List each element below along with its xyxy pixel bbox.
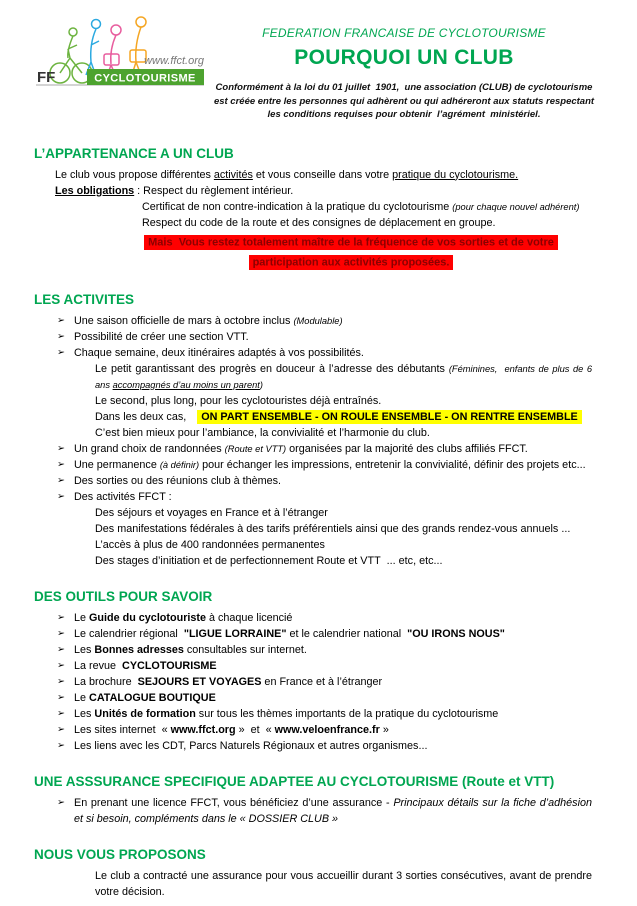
arrow-bullet-icon: ➢	[57, 330, 65, 342]
text-segment: Des stages d’initiation et de perfectionnement Route et VTT ... etc, etc...	[95, 554, 443, 567]
intro-line: les conditions requises pour obtenir l’agrément ministériel.	[267, 109, 541, 120]
arrow-bullet-icon: ➢	[57, 659, 65, 671]
text-segment: Des séjours et voyages en France et à l’étranger	[95, 506, 328, 519]
ffct-logo	[34, 12, 209, 122]
website-url-text: www.ffct.org	[170, 723, 236, 736]
text-segment: Des activités FFCT :	[74, 490, 172, 503]
underlined-term: pratique du cyclotourisme.	[392, 168, 519, 181]
text-segment: consultables sur internet.	[183, 643, 307, 656]
sub-paragraph	[95, 537, 592, 553]
arrow-bullet-icon: ➢	[57, 490, 65, 502]
bullet-item	[34, 610, 592, 626]
italic-note: (Route et VTT)	[224, 443, 287, 454]
red-banner	[122, 233, 580, 272]
text-segment: Une saison officielle de mars à octobre inclus	[74, 314, 294, 327]
text-segment: Les	[74, 707, 95, 720]
bold-term: CYCLOTOURISME	[122, 659, 217, 672]
bold-term: Bonnes adresses	[94, 643, 184, 656]
section-heading-assurance: UNE ASSSURANCE SPECIFIQUE ADAPTEE AU CYCLOTOURISME (Route et VTT)	[34, 773, 555, 789]
section-heading-activites: LES ACTIVITES	[34, 291, 135, 307]
federation-name: FEDERATION FRANCAISE DE CYCLOTOURISME	[262, 26, 546, 40]
sub-paragraph	[95, 553, 592, 569]
arrow-bullet-icon: ➢	[57, 796, 65, 808]
bullet-item	[34, 441, 592, 457]
sub-paragraph	[95, 521, 592, 537]
italic-note: Principaux détails sur la fiche d’adhésion et si besoin, compléments dans le « DOSSIER CLUB »	[74, 796, 592, 825]
text-segment: Certificat de non contre-indication à la pratique du cyclotourisme	[142, 200, 453, 213]
arrow-bullet-icon: ➢	[57, 675, 65, 687]
document-body	[0, 146, 637, 900]
bold-term: CATALOGUE BOUTIQUE	[89, 691, 216, 704]
text-segment: Le petit garantissant des progrès en douceur à l’adresse des débutants	[95, 362, 449, 375]
arrow-bullet-icon: ➢	[57, 627, 65, 639]
header	[0, 0, 637, 122]
italic-underlined-note: accompagnés d’au moins un parent	[112, 379, 260, 390]
bullet-item	[34, 626, 592, 642]
text-segment: Possibilité de créer une section VTT.	[74, 330, 249, 343]
website-url-text: www.veloenfrance.fr	[274, 723, 380, 736]
text-segment: »	[379, 723, 389, 736]
arrow-bullet-icon: ➢	[57, 442, 65, 454]
sub-paragraph	[95, 868, 592, 900]
arrow-bullet-icon: ➢	[57, 474, 65, 486]
intro-text	[209, 81, 599, 122]
text-segment: Les liens avec les CDT, Parcs Naturels Régionaux et autres organismes...	[74, 739, 428, 752]
text-segment: Les	[74, 643, 95, 656]
text-segment: Chaque semaine, deux itinéraires adaptés à vos possibilités.	[74, 346, 364, 359]
text-segment: pour échanger les impressions, entretenir la convivialité, définir des projets etc...	[199, 458, 586, 471]
text-segment: La revue	[74, 659, 123, 672]
logo-ff-text: FF	[37, 69, 56, 86]
bullet-item	[34, 489, 592, 505]
bullet-item	[34, 473, 592, 489]
paragraph	[55, 183, 592, 199]
sub-paragraph	[95, 361, 592, 393]
bullet-item	[34, 658, 592, 674]
text-segment: Le	[74, 611, 90, 624]
header-titles	[209, 12, 599, 122]
text-segment: L’accès à plus de 400 randonnées permanentes	[95, 538, 325, 551]
arrow-bullet-icon: ➢	[57, 739, 65, 751]
text-segment: Le second, plus long, pour les cyclotouristes déjà entraînés.	[95, 394, 382, 407]
italic-note: (Féminines, enfants de plus de 6 ans	[95, 363, 592, 390]
text-segment: Le club vous propose différentes	[55, 168, 214, 181]
section-heading-proposons: NOUS VOUS PROPOSONS	[34, 846, 206, 862]
page-title: POURQUOI UN CLUB	[294, 46, 514, 69]
arrow-bullet-icon: ➢	[57, 691, 65, 703]
bullet-item	[34, 345, 592, 361]
blue-cyclist-sketch	[86, 20, 101, 77]
bullet-item	[34, 329, 592, 345]
text-segment: et vous conseille dans votre	[252, 168, 393, 181]
logo-url-text: www.ffct.org	[144, 55, 204, 67]
text-segment: Dans les deux cas,	[95, 410, 187, 423]
bold-term: Unités de formation	[94, 707, 196, 720]
bullet-item	[34, 722, 592, 738]
section-heading-outils: DES OUTILS POUR SAVOIR	[34, 588, 213, 604]
sub-paragraph	[95, 505, 592, 521]
bullet-item	[34, 674, 592, 690]
text-segment: Respect du code de la route et des consignes de déplacement en groupe.	[142, 216, 496, 229]
arrow-bullet-icon: ➢	[57, 346, 65, 358]
text-segment: organisées par la majorité des clubs affiliés FFCT.	[286, 442, 528, 455]
yellow-highlight: ON PART ENSEMBLE - ON ROULE ENSEMBLE - ON RENTRE ENSEMBLE	[197, 410, 582, 424]
red-banner-text: Mais Vous restez totalement maître de la fréquence de vos sorties et de votre participation aux activités proposées.	[144, 235, 558, 270]
sub-paragraph	[95, 409, 592, 425]
paragraph	[142, 215, 592, 231]
text-segment: Le calendrier régional	[74, 627, 184, 640]
logo-brand-text: CYCLOTOURISME	[94, 72, 196, 85]
bold-underlined-term: Les obligations	[55, 184, 135, 197]
text-segment: et le calendrier national	[286, 627, 408, 640]
paragraph	[142, 199, 592, 215]
text-segment: en France et à l’étranger	[261, 675, 383, 688]
italic-note: )	[259, 379, 263, 390]
text-segment: Un grand choix de randonnées	[74, 442, 225, 455]
bullet-item	[34, 706, 592, 722]
bullet-item	[34, 738, 592, 754]
text-segment: En prenant une licence FFCT, vous bénéficiez d’une assurance -	[74, 796, 394, 809]
italic-note: (pour chaque nouvel adhérent)	[452, 201, 580, 212]
bullet-item	[34, 313, 592, 329]
bullet-item	[34, 690, 592, 706]
arrow-bullet-icon: ➢	[57, 723, 65, 735]
bold-term: SEJOURS ET VOYAGES	[137, 675, 262, 688]
text-segment: Le	[74, 691, 90, 704]
sub-paragraph	[95, 393, 592, 409]
arrow-bullet-icon: ➢	[57, 611, 65, 623]
italic-note: (Modulable)	[293, 315, 343, 326]
text-segment: Le club a contracté une assurance pour vous accueillir durant 3 sorties consécutives, avant de prendre votre décision.	[95, 869, 592, 898]
ffct-logo-cyclists-icon	[34, 12, 209, 112]
text-segment: Des sorties ou des réunions club à thèmes.	[74, 474, 282, 487]
text-segment: Une permanence	[74, 458, 160, 471]
arrow-bullet-icon: ➢	[57, 707, 65, 719]
bullet-item	[34, 795, 592, 827]
paragraph	[55, 167, 592, 183]
bold-term: Guide du cyclotouriste	[89, 611, 206, 624]
italic-note: (à définir)	[159, 459, 200, 470]
text-segment: » et «	[235, 723, 275, 736]
intro-line: est créée entre les personnes qui adhèrent ou qui adhéreront aux statuts respectant	[213, 95, 595, 107]
bold-term: "LIGUE LORRAINE"	[183, 627, 287, 640]
section-heading-appartenance: L’APPARTENANCE A UN CLUB	[34, 145, 234, 161]
text-segment: Des manifestations fédérales à des tarifs préférentiels ainsi que des grands rendez-vous annuels ...	[95, 522, 571, 535]
bullet-item	[34, 457, 592, 473]
text-segment: : Respect du règlement intérieur.	[134, 184, 294, 197]
text-segment: sur tous les thèmes importants de la pratique du cyclotourisme	[195, 707, 499, 720]
bullet-item	[34, 642, 592, 658]
intro-line: Conformément à la loi du 01 juillet 1901, une association (CLUB) de cyclotourisme	[215, 82, 593, 93]
text-segment: C’est bien mieux pour l’ambiance, la convivialité et l’harmonie du club.	[95, 426, 430, 439]
bold-term: "OU IRONS NOUS"	[407, 627, 505, 640]
text-segment: La brochure	[74, 675, 138, 688]
text-segment: à chaque licencié	[206, 611, 293, 624]
arrow-bullet-icon: ➢	[57, 643, 65, 655]
arrow-bullet-icon: ➢	[57, 458, 65, 470]
arrow-bullet-icon: ➢	[57, 314, 65, 326]
text-segment: Les sites internet «	[74, 723, 171, 736]
sub-paragraph	[95, 425, 592, 441]
underlined-term: activités	[213, 168, 253, 181]
